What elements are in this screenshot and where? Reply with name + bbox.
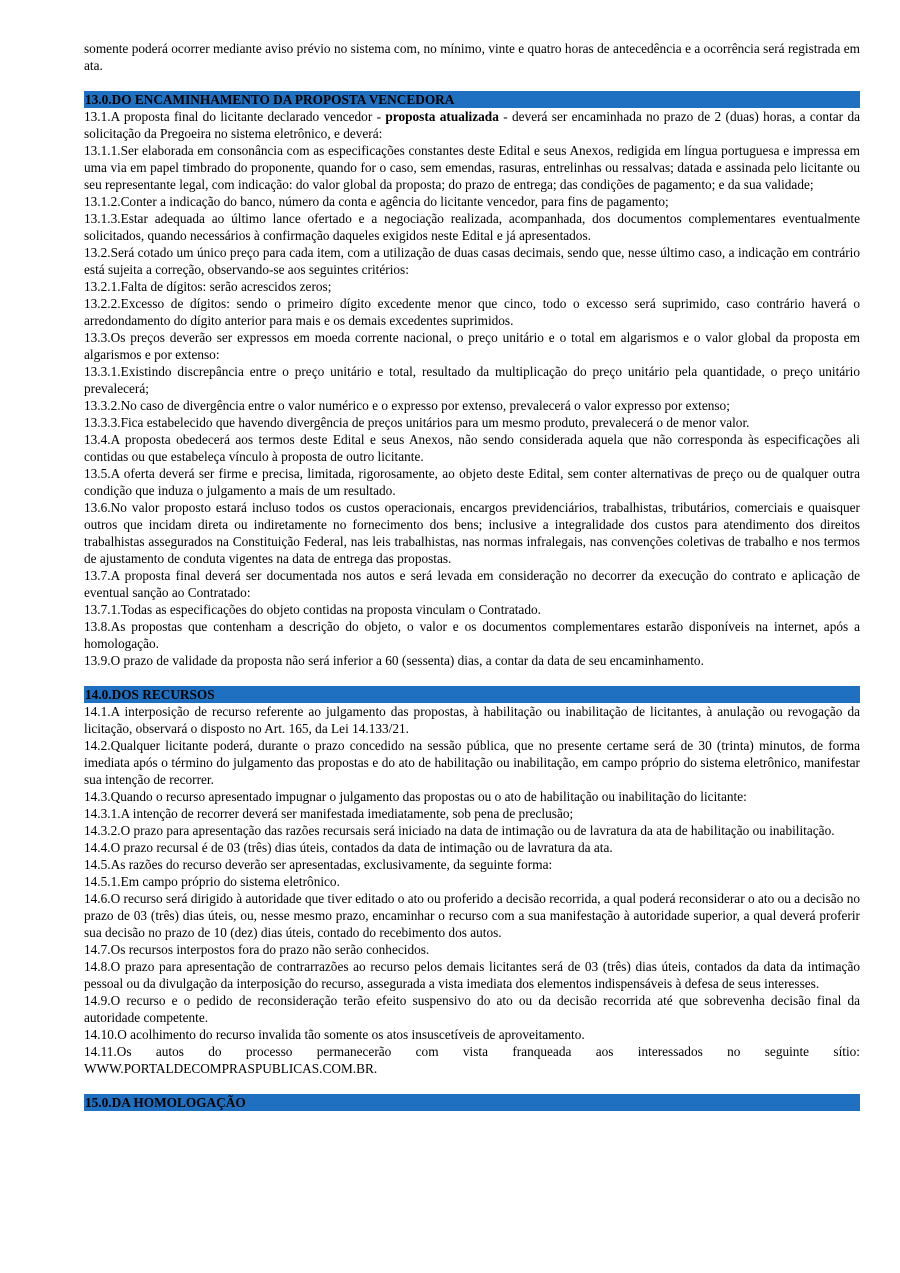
- section-14-paragraph: 14.1.A interposição de recurso referente ao julgamento das propostas, à habilitação ou inabilitação de licitantes, à anulação ou revogação da licitação, observará o disposto no Art. 165, da Lei 14.133/21.: [84, 704, 860, 736]
- section-14-heading: 14.0.DOS RECURSOS: [84, 686, 860, 703]
- section-13-paragraph: 13.5.A oferta deverá ser firme e precisa, limitada, rigorosamente, ao objeto deste Edital, sem conter alternativas de preço ou de qualquer outra condição que induza o julgamento a mais de um resultado.: [84, 466, 860, 498]
- section-14-paragraph: 14.6.O recurso será dirigido à autoridade que tiver editado o ato ou proferido a decisão recorrida, a qual poderá reconsiderar o ato ou a decisão no prazo de 03 (três) dias úteis, ou, nesse mesmo prazo, encaminhar o recurso com a sua manifestação à autoridade superior, a qual deverá proferir sua decisão no prazo de 10 (dez) dias úteis, contado do recebimento dos autos.: [84, 891, 860, 940]
- section-14-paragraph: 14.3.Quando o recurso apresentado impugnar o julgamento das propostas ou o ato de habilitação ou inabilitação do licitante:: [84, 789, 747, 804]
- section-13-paragraph: 13.2.Será cotado um único preço para cada item, com a utilização de duas casas decimais, sendo que, nesse último caso, a indicação em contrário está sujeita a correção, observando-se aos seguintes critérios:: [84, 245, 860, 277]
- section-13-paragraph: 13.1.3.Estar adequada ao último lance ofertado e a negociação realizada, acompanhada, dos documentos complementares eventualmente solicitados, quando necessários à confirmação daqueles exigidos neste Edital e já apresentados.: [84, 211, 860, 243]
- section-13-paragraph: 13.9.O prazo de validade da proposta não será inferior a 60 (sessenta) dias, a contar da data de seu encaminhamento.: [84, 653, 704, 668]
- paragraph-13-1: 13.1.A proposta final do licitante declarado vencedor - proposta atualizada - deverá ser encaminhada no prazo de 2 (duas) horas, a contar da solicitação da Pregoeira no sistema eletrônico, e deverá:: [84, 109, 860, 141]
- section-13-paragraph: 13.8.As propostas que contenham a descrição do objeto, o valor e os documentos complementares estarão disponíveis na internet, após a homologação.: [84, 619, 860, 651]
- section-14-paragraph: 14.3.2.O prazo para apresentação das razões recursais será iniciado na data de intimação ou de lavratura da ata de habilitação ou inabilitação.: [84, 823, 835, 838]
- document-page: [84, 40, 860, 1111]
- section-14-paragraph: 14.11.Os autos do processo permanecerão com vista franqueada aos interessados no seguinte sítio: WWW.PORTALDECOMPRASPUBLICAS.COM.BR.: [84, 1044, 860, 1076]
- section-13-paragraph: 13.7.1.Todas as especificações do objeto contidas na proposta vinculam o Contratado.: [84, 602, 541, 617]
- section-14-paragraph: 14.5.1.Em campo próprio do sistema eletrônico.: [84, 874, 340, 889]
- intro-paragraph: somente poderá ocorrer mediante aviso prévio no sistema com, no mínimo, vinte e quatro horas de antecedência e a ocorrência será registrada em ata.: [84, 41, 860, 73]
- section-13-body: [84, 142, 860, 669]
- section-13-paragraph: 13.3.Os preços deverão ser expressos em moeda corrente nacional, o preço unitário e o total em algarismos e o valor global da proposta em algarismos e por extenso:: [84, 330, 860, 362]
- section-14-paragraph: 14.10.O acolhimento do recurso invalida tão somente os atos insuscetíveis de aproveitamento.: [84, 1027, 585, 1042]
- section-13-paragraph: 13.7.A proposta final deverá ser documentada nos autos e será levada em consideração no decorrer da execução do contrato e aplicação de eventual sanção ao Contratado:: [84, 568, 860, 600]
- section-13-paragraph: 13.3.2.No caso de divergência entre o valor numérico e o expresso por extenso, prevalecerá o valor expresso por extenso;: [84, 398, 730, 413]
- section-14-paragraph: 14.5.As razões do recurso deverão ser apresentadas, exclusivamente, da seguinte forma:: [84, 857, 553, 872]
- section-14-body: [84, 703, 860, 1077]
- section-13-paragraph: 13.3.3.Fica estabelecido que havendo divergência de preços unitários para um mesmo produto, prevalecerá o de menor valor.: [84, 415, 750, 430]
- section-13-paragraph: 13.6.No valor proposto estará incluso todos os custos operacionais, encargos previdenciários, trabalhistas, tributários, comerciais e quaisquer outros que incidam direta ou indiretamente no fornecimento dos bens; inclusive a integralidade dos custos para atendimento dos direitos trabalhistas assegurados na Constituição Federal, nas leis trabalhistas, nas normas infralegais, nas convenções coletivas de trabalho e nos termos de ajustamento de conduta vigentes na data de entrega das propostas.: [84, 500, 860, 566]
- section-14-paragraph: 14.2.Qualquer licitante poderá, durante o prazo concedido na sessão pública, que no presente certame será de 30 (trinta) minutos, de forma imediata após o término do julgamento das propostas e do ato de habilitação ou inabilitação, em campo próprio do sistema eletrônico, manifestar sua intenção de recorrer.: [84, 738, 860, 787]
- section-13-paragraph: 13.2.1.Falta de dígitos: serão acrescidos zeros;: [84, 279, 332, 294]
- section-14-paragraph: 14.3.1.A intenção de recorrer deverá ser manifestada imediatamente, sob pena de preclusão;: [84, 806, 574, 821]
- section-13-heading: 13.0.DO ENCAMINHAMENTO DA PROPOSTA VENCEDORA: [84, 91, 860, 108]
- section-13-paragraph: 13.1.2.Conter a indicação do banco, número da conta e agência do licitante vencedor, para fins de pagamento;: [84, 194, 669, 209]
- section-13-paragraph: 13.2.2.Excesso de dígitos: sendo o primeiro dígito excedente menor que cinco, todo o excesso será suprimido, caso contrário haverá o arredondamento do dígito anterior para mais e os demais excedentes suprimidos.: [84, 296, 860, 328]
- section-14-paragraph: 14.8.O prazo para apresentação de contrarrazões ao recurso pelos demais licitantes será de 03 (três) dias úteis, contados da data da intimação pessoal ou da divulgação da interposição do recurso, assegurada a vista imediata dos elementos indispensáveis à defesa de seus interesses.: [84, 959, 860, 991]
- section-14-paragraph: 14.7.Os recursos interpostos fora do prazo não serão conhecidos.: [84, 942, 430, 957]
- section-13-paragraph: 13.4.A proposta obedecerá aos termos deste Edital e seus Anexos, não sendo considerada aquela que não corresponda às especificações ali contidas ou que estabeleça vínculo à proposta de outro licitante.: [84, 432, 860, 464]
- section-13-paragraph: 13.1.1.Ser elaborada em consonância com as especificações constantes deste Edital e seus Anexos, redigida em língua portuguesa e impressa em uma via em papel timbrado do proponente, quando for o caso, sem emendas, rasuras, entrelinhas ou ressalvas; datada e assinada pelo licitante ou seu representante legal, com indicação: do valor global da proposta; do prazo de entrega; das condições de pagamento; e da sua validade;: [84, 143, 860, 192]
- section-15-heading: 15.0.DA HOMOLOGAÇÃO: [84, 1094, 860, 1111]
- section-14-paragraph: 14.9.O recurso e o pedido de reconsideração terão efeito suspensivo do ato ou da decisão recorrida até que sobrevenha decisão final da autoridade competente.: [84, 993, 860, 1025]
- section-13-paragraph: 13.3.1.Existindo discrepância entre o preço unitário e total, resultado da multiplicação do preço unitário pela quantidade, o preço unitário prevalecerá;: [84, 364, 860, 396]
- section-14-paragraph: 14.4.O prazo recursal é de 03 (três) dias úteis, contados da data de intimação ou de lavratura da ata.: [84, 840, 613, 855]
